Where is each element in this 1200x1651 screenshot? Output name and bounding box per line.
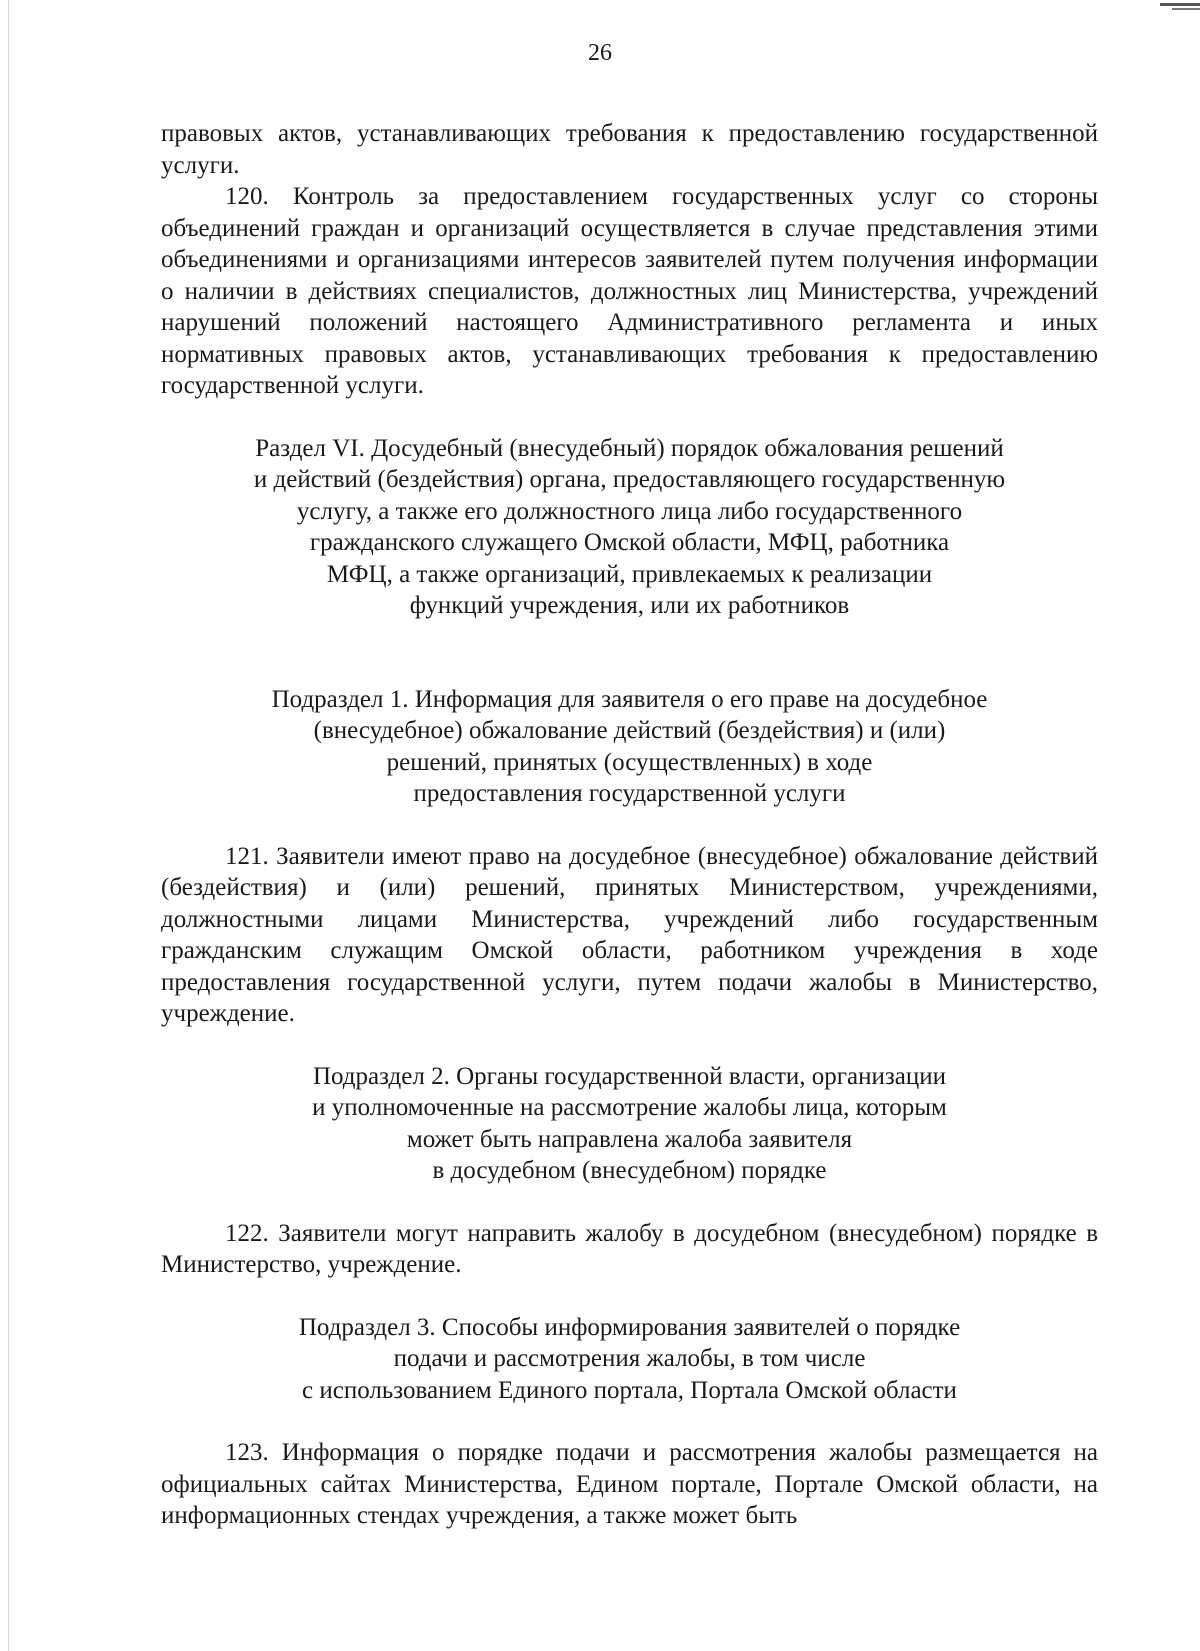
heading-line: гражданского служащего Омской области, МФЦ, работника bbox=[309, 529, 950, 556]
heading-line: в досудебном (внесудебном) порядке bbox=[432, 1157, 827, 1184]
spacer bbox=[161, 1406, 1098, 1437]
spacer bbox=[161, 402, 1098, 433]
heading-line: Подраздел 1. Информация для заявителя о его праве на досудебное bbox=[271, 685, 988, 713]
scan-edge bbox=[8, 0, 9, 1651]
heading-line: Раздел VI. Досудебный (внесудебный) порядок обжалования решений bbox=[255, 434, 1004, 462]
paragraph: 123. Информация о порядке подачи и рассмотрения жалобы размещается на официальных сайтах Министерства, Едином портале, Портале Омской области, на информационных стендах учреждения, а также может быть bbox=[161, 1439, 1098, 1529]
heading-line: (внесудебное) обжалование действий (бездействия) и (или) bbox=[313, 717, 946, 744]
section-heading bbox=[161, 433, 1098, 622]
paragraph: 121. Заявители имеют право на досудебное (внесудебное) обжалование действий (бездействия) и (или) решений, принятых Министерством, учреждениями, должностными лицами Министерства, учреждений либо государственным гражданским служащим Омской области, работником учреждения в ходе предоставления государственной услуги, путем подачи жалобы в Министерство, учреждение. bbox=[161, 842, 1098, 1027]
paragraph: правовых актов, устанавливающих требования к предоставлению государственной услуги. bbox=[161, 120, 1098, 179]
spacer bbox=[161, 1281, 1098, 1312]
heading-line: с использованием Единого портала, Портала Омской области bbox=[302, 1376, 957, 1404]
paragraph: 120. Контроль за предоставлением государственных услуг со стороны объединений граждан и организаций осуществляется в случае представления этими объединениями и организациями интересов заявителей путем получения информации о наличии в действиях специалистов, должностных лиц Министерства, учреждений нарушений положений настоящего Административного регламента и иных нормативных правовых актов, устанавливающих требования к предоставлению государственной услуги. bbox=[161, 183, 1098, 399]
heading-line: может быть направлена жалоба заявителя bbox=[406, 1125, 853, 1153]
page-number: 26 bbox=[588, 40, 612, 66]
paragraph: 122. Заявители могут направить жалобу в досудебном (внесудебном) порядке в Министерство, учреждение. bbox=[161, 1219, 1098, 1278]
heading-line: услугу, а также его должностного лица либо государственного bbox=[296, 497, 963, 525]
heading-line: МФЦ, а также организаций, привлекаемых к реализации bbox=[326, 560, 933, 588]
heading-line: Подраздел 3. Способы информирования заявителей о порядке bbox=[298, 1313, 961, 1341]
heading-line: функций учреждения, или их работников bbox=[409, 592, 850, 619]
spacer bbox=[161, 1030, 1098, 1061]
heading-line: решений, принятых (осуществленных) в ходе bbox=[386, 748, 873, 776]
spacer bbox=[161, 1187, 1098, 1218]
spacer bbox=[161, 653, 1098, 684]
heading-line: Подраздел 2. Органы государственной власти, организации bbox=[312, 1062, 947, 1090]
heading-line: предоставления государственной услуги bbox=[413, 780, 846, 807]
document-body bbox=[161, 118, 1098, 1532]
section-heading bbox=[161, 1061, 1098, 1187]
heading-line: подачи и рассмотрения жалобы, в том числе bbox=[393, 1345, 866, 1372]
heading-line: и действий (бездействия) органа, предоставляющего государственную bbox=[253, 466, 1006, 493]
spacer bbox=[161, 622, 1098, 653]
heading-line: и уполномоченные на рассмотрение жалобы лица, которым bbox=[312, 1094, 947, 1121]
section-heading bbox=[161, 1312, 1098, 1407]
section-heading bbox=[161, 684, 1098, 810]
scan-artifact bbox=[1172, 8, 1200, 10]
spacer bbox=[161, 810, 1098, 841]
scan-artifact bbox=[1160, 3, 1200, 6]
